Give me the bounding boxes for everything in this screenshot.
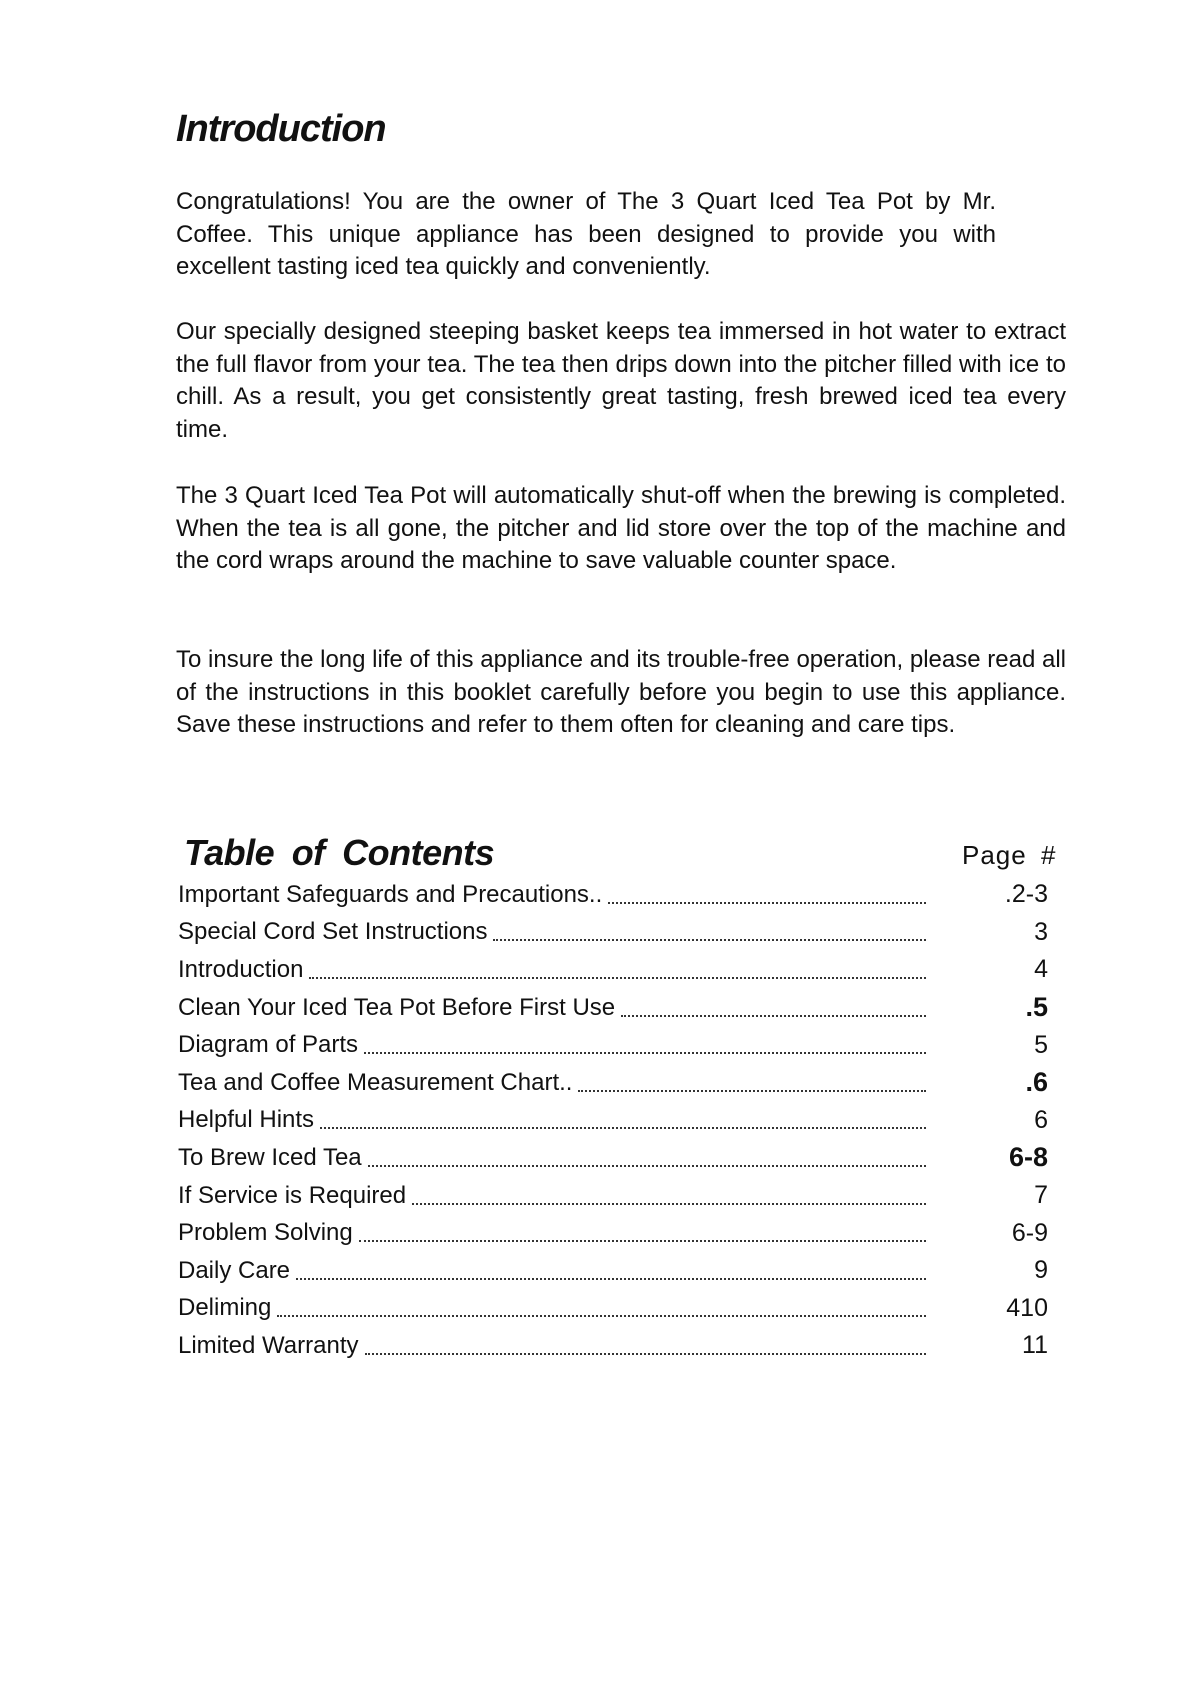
toc-entry [178,989,1048,1027]
toc-entry [178,1290,1048,1328]
toc-entry [178,1214,1048,1252]
toc-entry-page: 7 [1034,1181,1048,1210]
intro-paragraph-3: The 3 Quart Iced Tea Pot will automatically shut-off when the brewing is completed. When the tea is all gone, the pitcher and lid store over the top of the machine and the cord wraps around the machine to save valuable counter space. [176,482,1066,574]
toc-dot-leader [359,1240,926,1242]
toc-entry-title: Diagram of Parts [178,1031,359,1059]
toc-entry-title: Special Cord Set Instructions [178,918,488,946]
toc-entry-page: 9 [1034,1256,1048,1285]
intro-heading: Introduction [176,108,386,150]
toc-entry [178,1327,1048,1365]
toc-entry-title: Helpful Hints [178,1106,315,1134]
toc-entry-page: 5 [1034,1030,1048,1059]
toc-dot-leader [364,1052,926,1054]
toc-entry-title: If Service is Required [178,1181,407,1209]
toc-entry [178,1177,1048,1215]
toc-list [178,876,1048,1365]
toc-entry-page: 410 [1006,1293,1048,1322]
toc-entry-page: .2-3 [1004,880,1048,909]
toc-dot-leader [621,1015,926,1017]
intro-paragraph-4: To insure the long life of this appliance and its trouble-free operation, please read all of the instructions in this booklet carefully before you begin to use this appliance. Save these instructions and refer to them often for cleaning and care tips. [176,646,1066,738]
toc-page-label: Page # [962,840,1057,870]
toc-dot-leader [493,939,926,941]
toc-entry [178,914,1048,952]
toc-entry-page: 6-8 [1008,1142,1048,1173]
toc-entry-page: .5 [1025,992,1048,1023]
toc-entry-page: 6-9 [1011,1218,1048,1247]
toc-entry [178,951,1048,989]
toc-dot-leader [578,1090,926,1092]
toc-entry-title: Introduction [178,955,304,983]
toc-entry [178,1102,1048,1140]
intro-paragraph-1: Congratulations! You are the owner of The 3 Quart Iced Tea Pot by Mr. Coffee. This unique appliance has been designed to provide you with excellent tasting iced tea quickly and conveniently. [176,188,996,280]
toc-dot-leader [412,1203,926,1205]
toc-dot-leader [368,1165,926,1167]
intro-paragraph-2: Our specially designed steeping basket keeps tea immersed in hot water to extract the full flavor from your tea. The tea then drips down into the pitcher filled with ice to chill. As a result, you get consistently great tasting, fresh brewed iced tea every time. [176,318,1066,443]
toc-heading: Table of Contents [184,832,495,873]
toc-entry [178,1064,1048,1102]
toc-dot-leader [296,1278,926,1280]
toc-entry-title: Deliming [178,1294,272,1322]
toc-entry-title: Limited Warranty [178,1331,359,1359]
toc-dot-leader [277,1315,926,1317]
toc-entry [178,1026,1048,1064]
toc-entry-title: Important Safeguards and Precautions.. [178,880,603,908]
toc-dot-leader [365,1353,927,1355]
toc-entry-title: Clean Your Iced Tea Pot Before First Use [178,993,616,1021]
toc-entry-title: Tea and Coffee Measurement Chart.. [178,1068,573,1096]
toc-entry-title: Daily Care [178,1256,291,1284]
toc-entry [178,876,1048,914]
toc-entry-page: .6 [1025,1067,1048,1098]
toc-entry [178,1139,1048,1177]
toc-entry [178,1252,1048,1290]
toc-dot-leader [320,1127,926,1129]
toc-entry-page: 11 [1022,1331,1048,1360]
toc-entry-page: 3 [1034,917,1048,946]
toc-entry-title: To Brew Iced Tea [178,1143,362,1171]
toc-entry-page: 4 [1034,955,1048,984]
toc-entry-page: 6 [1034,1105,1048,1134]
toc-dot-leader [608,902,926,904]
toc-entry-title: Problem Solving [178,1219,353,1247]
toc-dot-leader [309,977,926,979]
